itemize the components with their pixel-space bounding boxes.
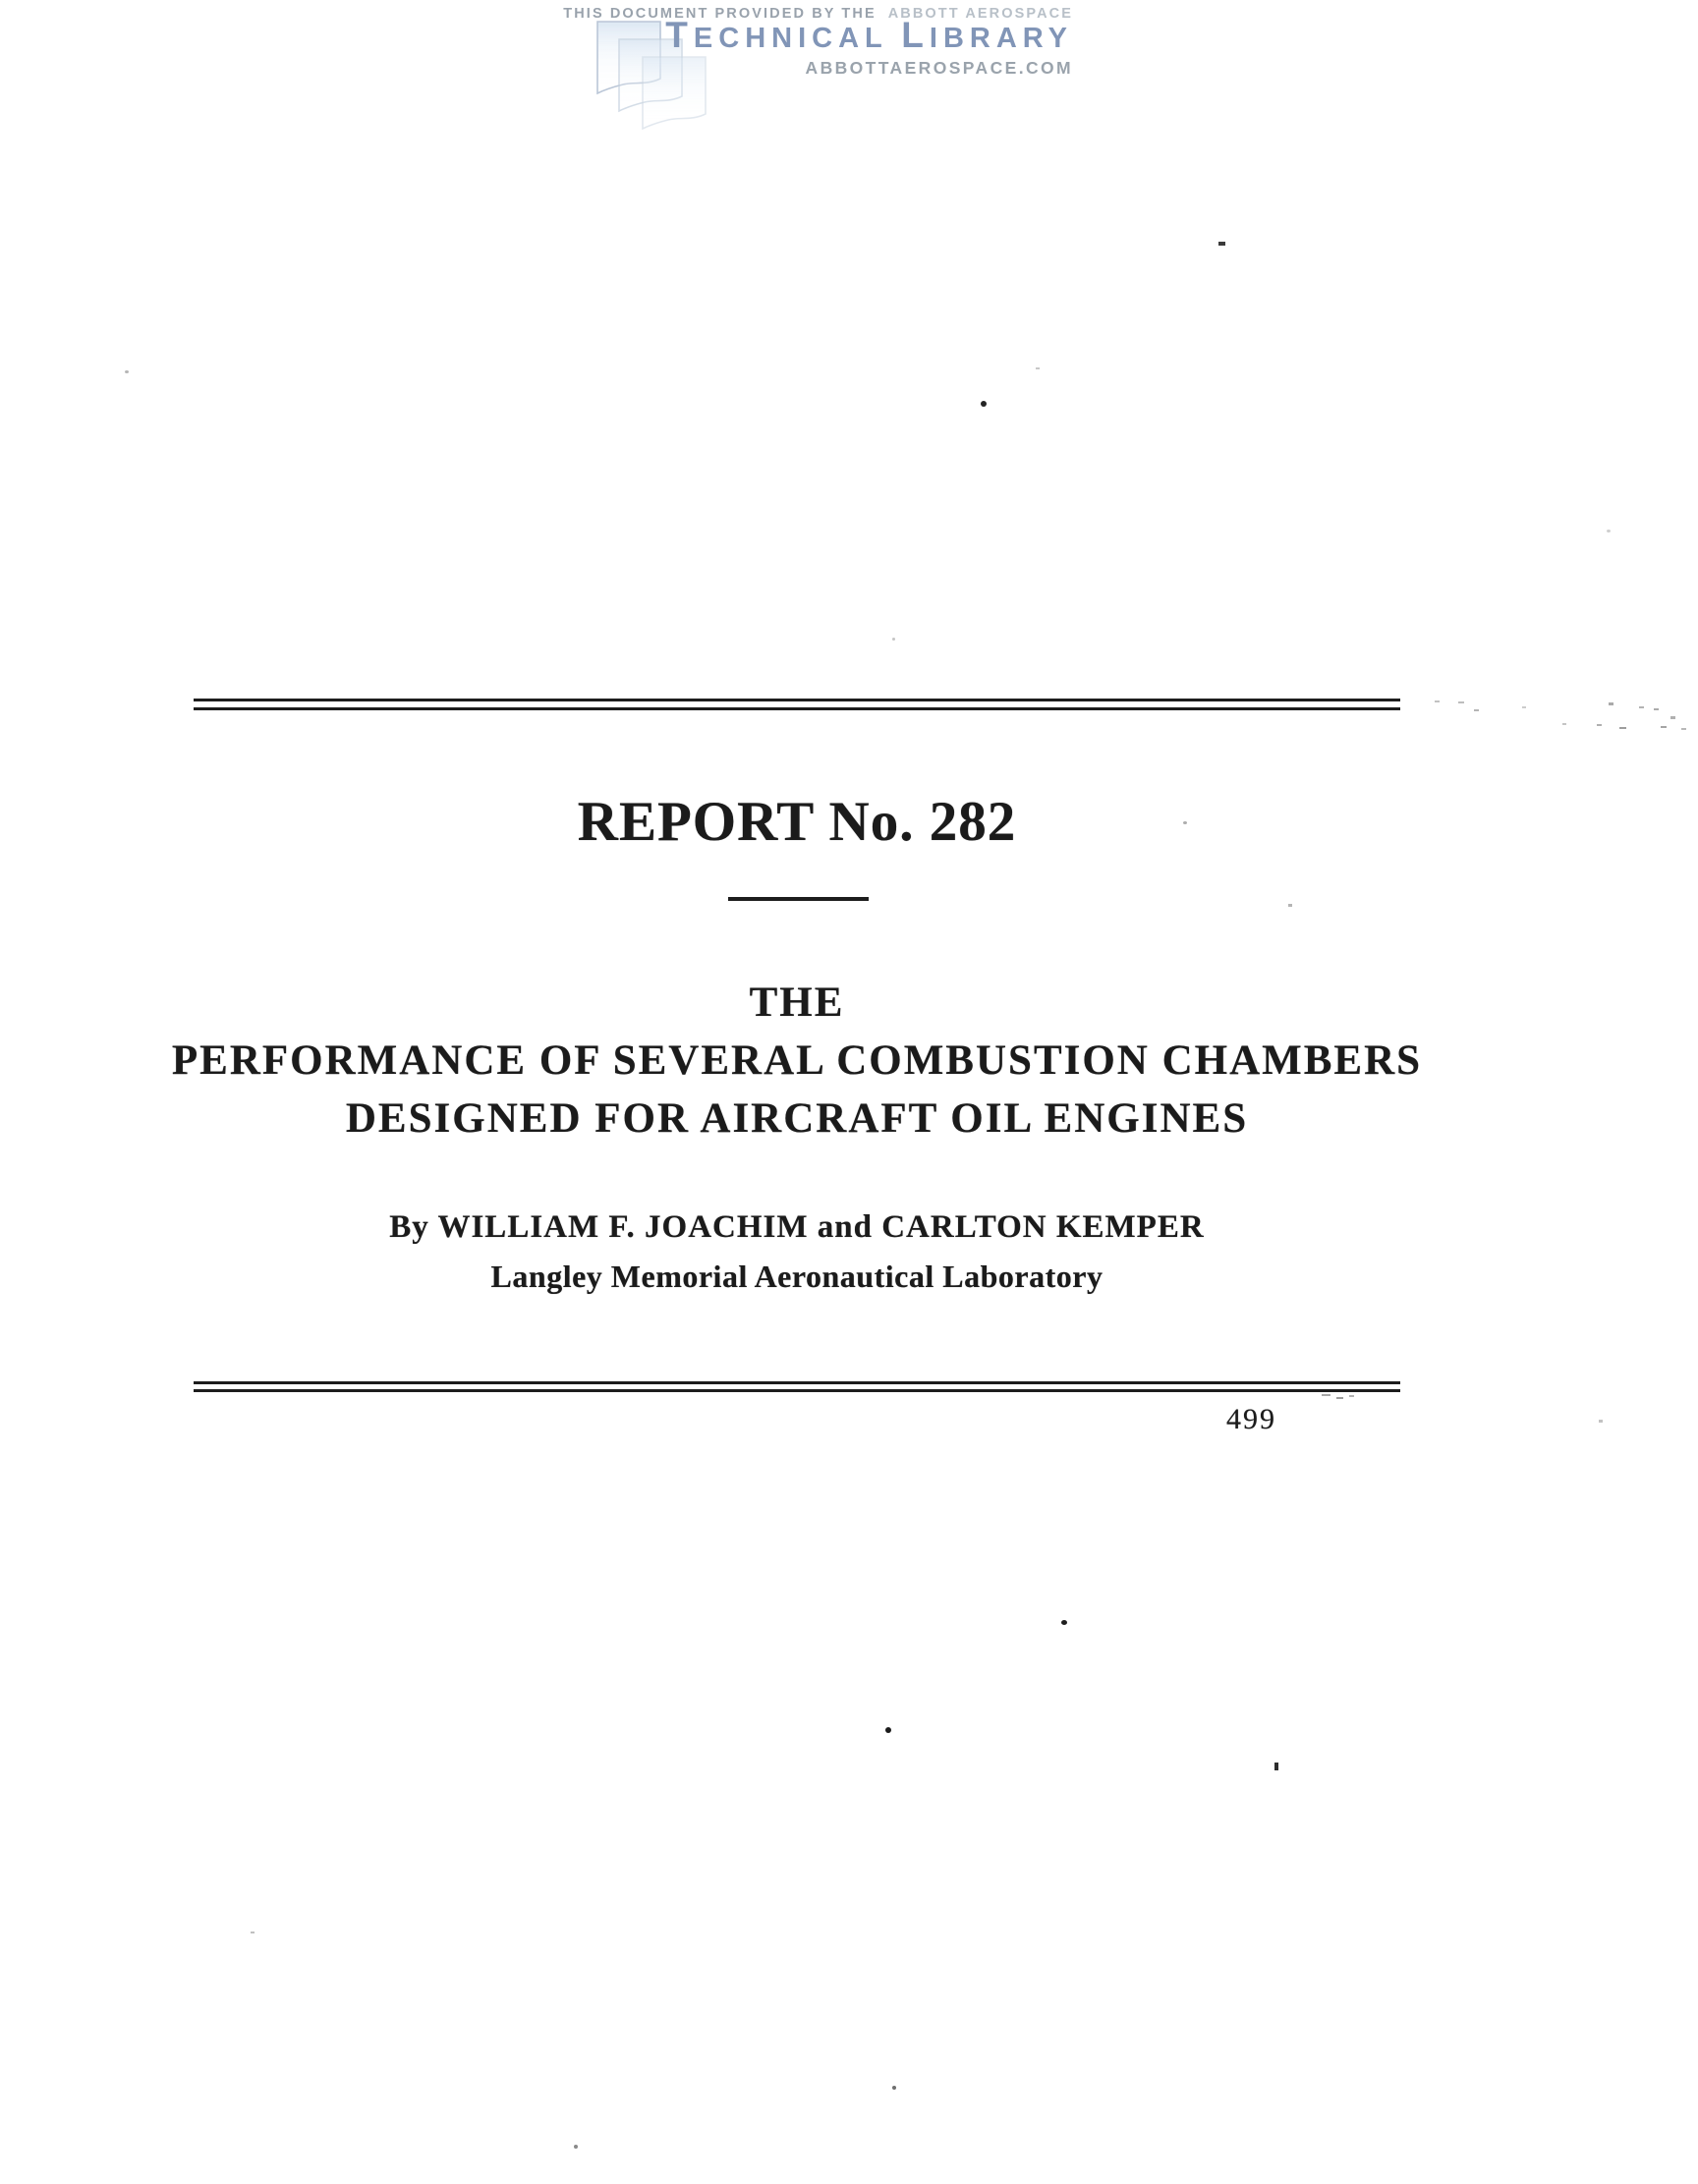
scan-speck — [1336, 1397, 1343, 1399]
scan-speck — [1562, 723, 1566, 725]
library-initial-t: T — [665, 15, 694, 55]
scan-speck — [1522, 706, 1526, 708]
scan-speck — [1349, 1395, 1354, 1397]
report-number-heading: REPORT No. 282 — [577, 791, 1017, 853]
scan-speck — [1639, 706, 1644, 708]
scan-speck — [885, 1727, 891, 1733]
scan-speck — [1609, 702, 1613, 705]
library-initial-l: L — [901, 15, 930, 55]
scan-speck — [892, 638, 895, 641]
scan-speck — [251, 1932, 255, 1933]
bottom-divider — [194, 1381, 1400, 1392]
byline: By WILLIAM F. JOACHIM and CARLTON KEMPER — [389, 1209, 1205, 1245]
scan-speck — [892, 2086, 896, 2090]
scan-speck — [981, 401, 987, 407]
scan-speck — [1474, 709, 1479, 711]
scan-speck — [1619, 727, 1626, 729]
scan-speck — [1597, 724, 1602, 726]
scan-speck — [1183, 821, 1187, 824]
scan-speck — [1218, 242, 1225, 246]
scan-speck — [1654, 708, 1659, 710]
watermark-site-url: ABBOTTAEROSPACE.COM — [805, 58, 1073, 78]
scan-speck — [1458, 701, 1464, 703]
scan-speck — [574, 2145, 578, 2149]
scan-speck — [1288, 904, 1292, 907]
scan-speck — [1681, 728, 1686, 730]
page-number: 499 — [1226, 1403, 1276, 1435]
scan-speck — [1599, 1420, 1603, 1423]
library-word-technical: ECHNICAL — [693, 23, 888, 54]
scan-speck — [1322, 1394, 1330, 1396]
library-word-library: IBRARY — [929, 23, 1073, 54]
scan-speck — [1607, 530, 1611, 532]
title-line-3: DESIGNED FOR AIRCRAFT OIL ENGINES — [345, 1095, 1249, 1142]
scan-speck — [1661, 726, 1667, 728]
scan-speck — [1061, 1620, 1067, 1625]
title-line-2: PERFORMANCE OF SEVERAL COMBUSTION CHAMBERS — [171, 1037, 1423, 1084]
report-title — [95, 974, 1499, 1148]
scan-speck — [1435, 700, 1440, 702]
scan-speck — [125, 370, 129, 373]
top-divider — [194, 699, 1400, 710]
affiliation: Langley Memorial Aeronautical Laboratory — [490, 1259, 1104, 1294]
watermark-provided-by-text: THIS DOCUMENT PROVIDED BY THE — [563, 6, 877, 22]
scan-speck — [1036, 367, 1040, 369]
heading-separator-rule — [728, 897, 869, 901]
title-line-1: THE — [749, 980, 845, 1026]
watermark-library-title — [665, 15, 1073, 56]
scan-speck — [1670, 716, 1675, 719]
scan-speck — [1274, 1763, 1278, 1770]
watermark-brand-text: ABBOTT AEROSPACE — [887, 6, 1073, 22]
